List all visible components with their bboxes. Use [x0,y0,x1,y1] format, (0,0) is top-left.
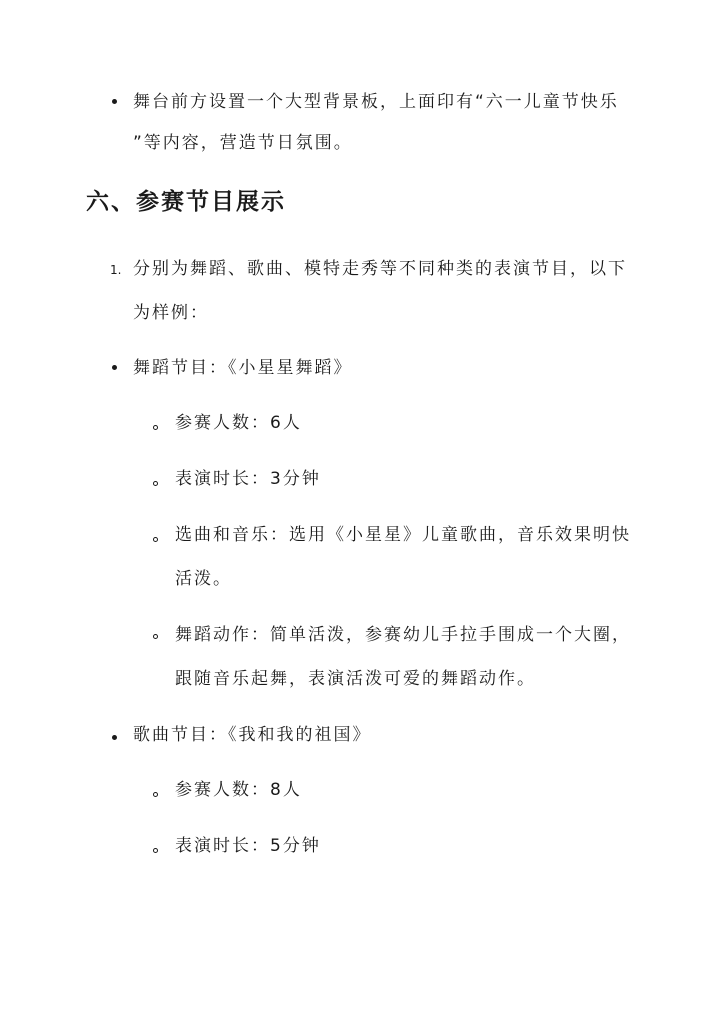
dance-music-line-1: 选曲和音乐：选用《小星星》儿童歌曲，音乐效果明快 [175,525,631,545]
song-participants: 参赛人数：8人 [175,780,302,800]
bullet-dot-icon [112,735,117,740]
bullet-circle-icon [153,848,158,853]
song-duration: 表演时长：5分钟 [175,836,321,856]
program-song-title: 歌曲节目：《我和我的祖国》 [133,725,372,745]
dance-participants: 参赛人数：6人 [175,413,302,433]
intro-bullet-line-1: 舞台前方设置一个大型背景板，上面印有“六一儿童节快乐 [133,92,619,112]
bullet-circle-icon [153,425,158,430]
bullet-circle-icon [153,481,158,486]
bullet-circle-icon [153,634,158,639]
intro-bullet-line-2: ”等内容，营造节日氛围。 [133,133,353,153]
dance-moves-line-2: 跟随音乐起舞，表演活泼可爱的舞蹈动作。 [175,669,536,689]
dance-duration: 表演时长：3分钟 [175,469,321,489]
program-dance-title: 舞蹈节目：《小星星舞蹈》 [133,358,353,378]
bullet-dot-icon [112,365,117,370]
bullet-circle-icon [153,537,158,542]
numbered-item-line-1: 分别为舞蹈、歌曲、模特走秀等不同种类的表演节目，以下 [133,259,627,279]
bullet-dot-icon [112,99,117,104]
dance-moves-line-1: 舞蹈动作：简单活泼，参赛幼儿手拉手围成一个大圈， [175,625,631,645]
dance-music-line-2: 活泼。 [175,569,232,589]
section-heading: 六、参赛节目展示 [86,189,286,215]
bullet-circle-icon [153,792,158,797]
numbered-item-line-2: 为样例： [133,303,209,323]
list-number: 1. [110,263,122,277]
